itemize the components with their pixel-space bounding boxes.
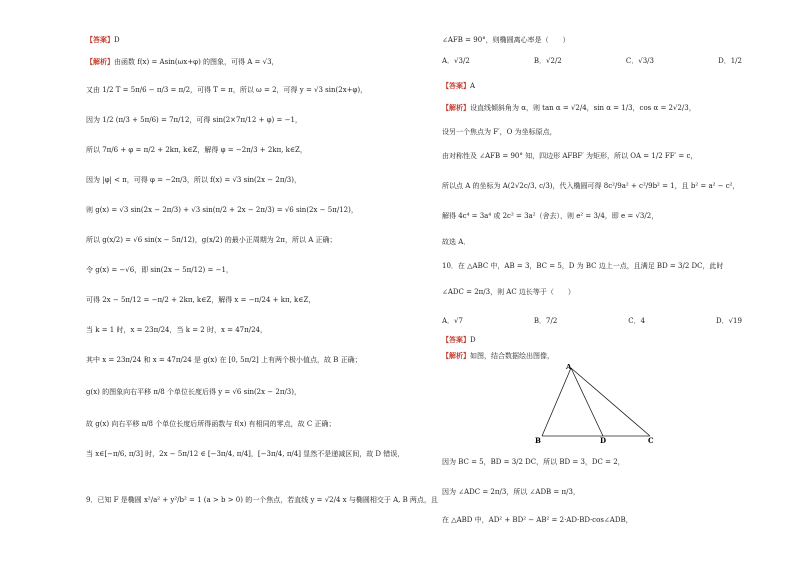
option-d: D．√19	[715, 317, 742, 325]
solution-line: 因为 ∠ADC = 2π/3，所以 ∠ADB = π/3，	[442, 488, 580, 496]
segment-ad	[571, 368, 603, 436]
vertex-label-d: D	[600, 436, 607, 444]
analysis-line	[442, 102, 696, 114]
solution-line: 所以 g(x/2) = √6 sin(x − 5π/12)，g(x/2) 的最小正周期为 2π，所以 A 正确；	[86, 236, 337, 244]
solution-line: 设另一个焦点为 F′，O 为坐标原点，	[442, 128, 557, 136]
solution-line: 令 g(x) = −√6，即 sin(2x − 5π/12) = −1，	[86, 266, 233, 274]
question-10-options	[442, 316, 742, 326]
question-10-stem-cont: ∠ADC = 2π/3，则 AC 边长等于（ ）	[442, 288, 575, 296]
option-a: A．√7	[442, 317, 463, 325]
answer-line	[442, 80, 475, 92]
solution-line: 故选 A．	[442, 238, 471, 246]
solution-line: 当 x∈[−π/6, π/3] 时，2x − 5π/12 ∈ [−3π/4, π/4]，[−3π/4, π/4] 显然不是递减区间，故 D 错误，	[86, 450, 405, 458]
solution-line: 所以点 A 的坐标为 A(2√2c/3, c/3)，代入椭圆可得 8c²/9a² + c²/9b² = 1，且 b² = a² − c²，	[442, 182, 740, 190]
solution-line: 因为 |φ| < π，可得 φ = −2π/3，所以 f(x) = √3 sin(2x − 2π/3)，	[86, 176, 301, 184]
analysis-line	[86, 56, 279, 68]
option-c: C．4	[628, 317, 646, 325]
answer-label: 【答案】	[442, 82, 470, 90]
option-b: B．√2/2	[533, 57, 562, 65]
solution-line: 因为 BC = 5，BD = 3/2 DC，所以 BD = 3，DC = 2，	[442, 458, 625, 466]
answer-label: 【答案】	[442, 336, 470, 344]
side-ab	[542, 368, 571, 436]
analysis-text: 如图，结合数据绘出图像，	[470, 352, 554, 360]
question-9-continued: ∠AFB = 90°，则椭圆离心率是（ ）	[442, 36, 570, 44]
answer-label: 【答案】	[86, 36, 114, 44]
question-9-stem: 9．已知 F 是椭圆 x²/a² + y²/b² = 1 (a > b > 0) 的一个焦点，若直线 y = √2/4 x 与椭圆相交于 A, B 两点，且	[86, 496, 438, 504]
side-ac	[571, 368, 650, 436]
analysis-label: 【解析】	[442, 352, 470, 360]
solution-line: 所以 7π/6 + φ = π/2 + 2kπ, k∈Z，解得 φ = −2π/3 + 2kπ, k∈Z，	[86, 146, 307, 154]
solution-line: g(x) 的图象向右平移 π/8 个单位长度后得 y = √6 sin(2x − 2π/3)，	[86, 388, 301, 396]
solution-line: 因为 1/2 (π/3 + 5π/6) = 7π/12，可得 sin(2×7π/12 + φ) = −1，	[86, 116, 302, 124]
solution-line: 在 △ABD 中，AD² + BD² − AB² = 2·AD·BD·cos∠ADB，	[442, 516, 633, 524]
question-10-stem: 10．在 △ABC 中，AB = 3，BC = 5，D 为 BC 边上一点，且满足 BD = 3/2 DC，此时	[442, 262, 724, 270]
solution-line: 解得 4c⁴ = 3a⁴ 或 2c² = 3a²（舍去），则 e² = 3/4，即 e = √3/2，	[442, 212, 659, 220]
option-b: B．7/2	[533, 317, 558, 325]
vertex-label-c: C	[648, 436, 654, 444]
option-a: A．√3/2	[442, 57, 470, 65]
solution-line: 由对称性及 ∠AFB = 90° 知，四边形 AFBF′ 为矩形，所以 OA = 1/2 FF′ = c，	[442, 152, 698, 160]
option-c: C．√3/3	[625, 57, 654, 65]
solution-line: 故 g(x) 向右平移 π/8 个单位长度后所得函数与 f(x) 有相同的零点，故 C 正确；	[86, 420, 336, 428]
vertex-label-b: B	[535, 436, 541, 444]
solution-line: 又由 1/2 T = 5π/6 − π/3 = π/2，可得 T = π，所以 ω = 2，可得 y = √3 sin(2x+φ)，	[86, 86, 368, 94]
solution-line: 当 k = 1 时，x = 23π/24，当 k = 2 时，x = 47π/24，	[86, 326, 267, 334]
solution-line: 则 g(x) = √3 sin(2x − 2π/3) + √3 sin(π/2 + 2x − 2π/3) = √6 sin(2x − 5π/12)，	[86, 206, 358, 214]
analysis-text: 设直线倾斜角为 α，则 tan α = √2/4，sin α = 1/3，cos α = 2√2/3，	[470, 104, 696, 112]
solution-line: 可得 2x − 5π/12 = −π/2 + 2kπ, k∈Z，解得 x = −π/24 + kπ, k∈Z，	[86, 296, 316, 304]
answer-value: D	[470, 336, 476, 344]
question-9-options	[442, 56, 742, 66]
analysis-text: 由函数 f(x) = Asin(ωx+φ) 的图象，可得 A = √3，	[114, 58, 279, 66]
analysis-label: 【解析】	[442, 104, 470, 112]
answer-line	[442, 334, 476, 346]
option-d: D．1/2	[718, 57, 742, 65]
answer-value: A	[470, 82, 476, 90]
solution-line: 其中 x = 23π/24 和 x = 47π/24 是 g(x) 在 [0, 5π/2] 上有两个极小值点，故 B 正确；	[86, 356, 362, 364]
analysis-line	[442, 350, 554, 362]
answer-line	[86, 34, 120, 46]
vertex-label-a: A	[566, 364, 572, 371]
analysis-label: 【解析】	[86, 58, 114, 66]
triangle-figure	[532, 364, 662, 444]
answer-value: D	[114, 36, 120, 44]
